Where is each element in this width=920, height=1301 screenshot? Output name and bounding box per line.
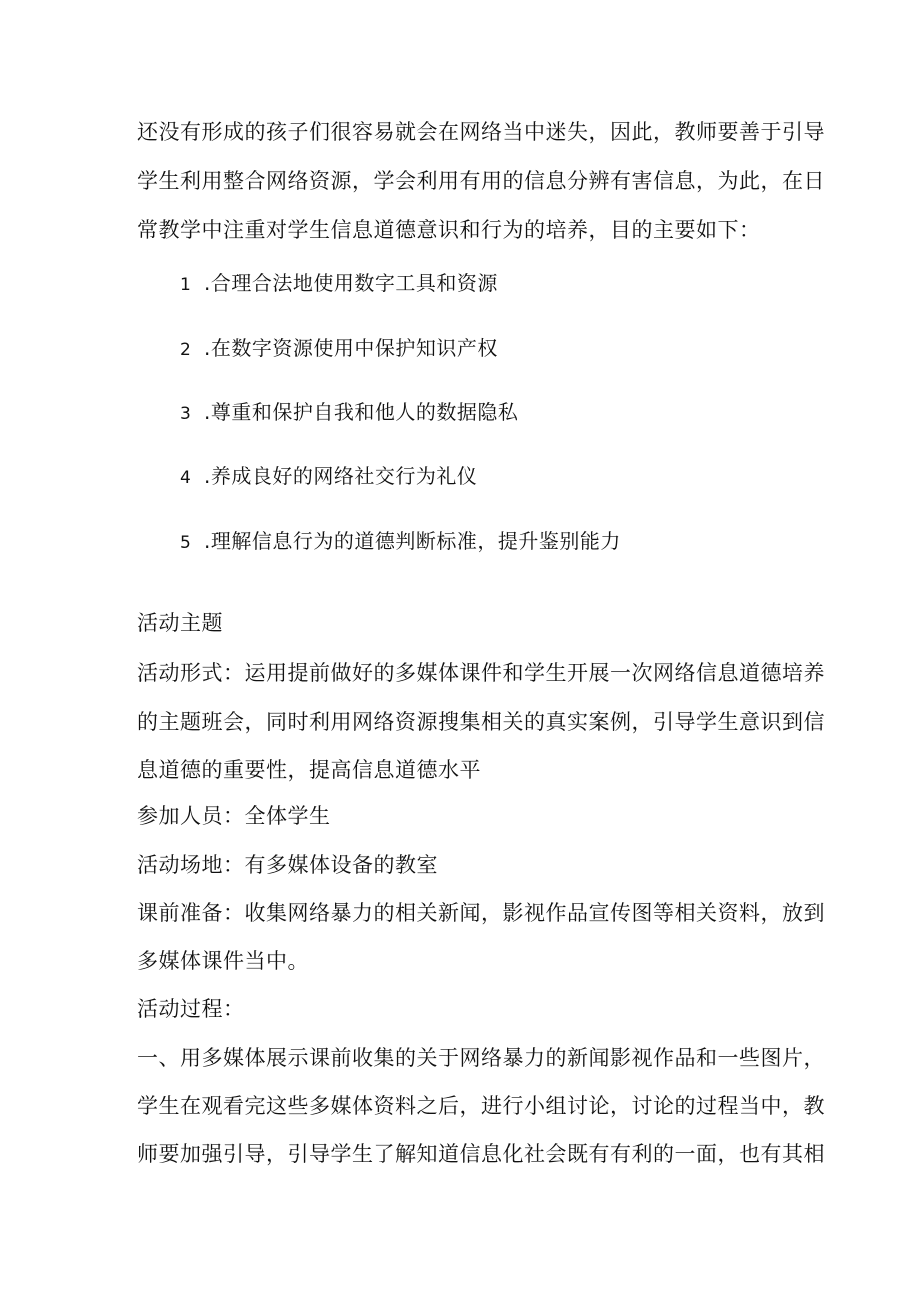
body-line: 一、用多媒体展示课前收集的关于网络暴力的新闻影视作品和一些图片，	[137, 1046, 825, 1070]
intro-line-2: 学生利用整合网络资源，学会利用有用的信息分辨有害信息，为此，在日	[137, 169, 825, 193]
list-item	[180, 397, 518, 429]
body-line: 息道德的重要性，提高信息道德水平	[137, 758, 481, 782]
intro-line-3: 常教学中注重对学生信息道德意识和行为的培养，目的主要如下：	[137, 218, 761, 242]
body-line: 课前准备：收集网络暴力的相关新闻，影视作品宣传图等相关资料，放到	[137, 901, 825, 925]
section-heading: 活动主题	[137, 611, 223, 635]
body-line: 多媒体课件当中。	[137, 949, 309, 973]
list-item-text: .尊重和保护自我和他人的数据隐私	[204, 400, 519, 424]
body-line: 参加人员：全体学生	[137, 804, 331, 828]
list-item-text: .养成良好的网络社交行为礼仪	[204, 464, 478, 488]
list-item-text: .在数字资源使用中保护知识产权	[204, 336, 498, 360]
body-line: 活动场地：有多媒体设备的教室	[137, 853, 438, 877]
list-item	[180, 333, 498, 365]
list-item-text: .合理合法地使用数字工具和资源	[204, 271, 498, 295]
body-line: 师要加强引导，引导学生了解知道信息化社会既有有利的一面，也有其相	[137, 1142, 825, 1166]
list-item-number: 3	[180, 404, 192, 424]
list-item-number: 4	[180, 468, 192, 488]
list-item-number: 2	[180, 340, 192, 360]
intro-line-1: 还没有形成的孩子们很容易就会在网络当中迷失，因此，教师要善于引导	[137, 120, 825, 144]
list-item	[180, 526, 621, 558]
list-item-text: .理解信息行为的道德判断标准，提升鉴别能力	[204, 529, 621, 553]
list-item	[180, 461, 477, 493]
list-item	[180, 268, 498, 300]
list-item-number: 1	[180, 275, 192, 295]
body-line: 学生在观看完这些多媒体资料之后，进行小组讨论，讨论的过程当中，教	[137, 1094, 825, 1118]
body-line: 活动过程：	[137, 997, 245, 1021]
body-line: 活动形式：运用提前做好的多媒体课件和学生开展一次网络信息道德培养	[137, 661, 825, 685]
body-line: 的主题班会，同时利用网络资源搜集相关的真实案例，引导学生意识到信	[137, 710, 825, 734]
list-item-number: 5	[180, 533, 192, 553]
